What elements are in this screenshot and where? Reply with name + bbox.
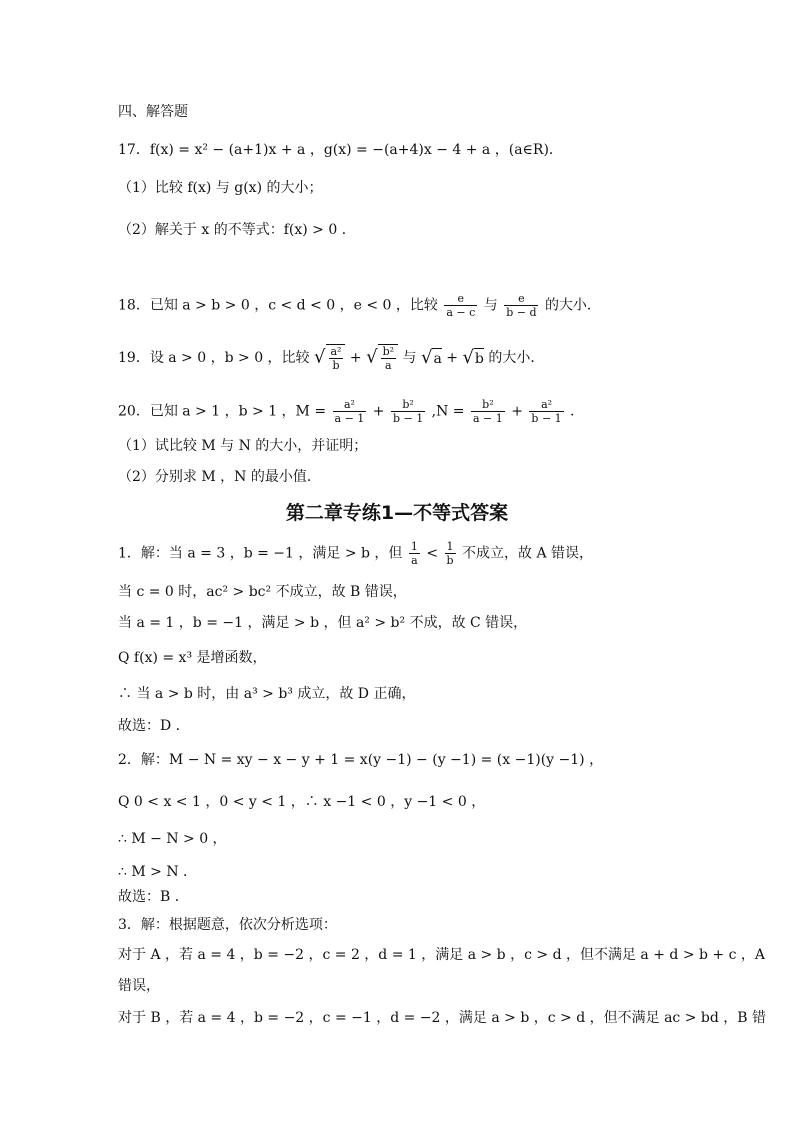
- a2-line2: Q 0 < x < 1 ，0 < y < 1 ，∴ x −1 < 0 ，y −1 < 0 ，: [118, 794, 486, 810]
- q19-rad2-num: b²: [382, 345, 395, 358]
- q20-prefix: 20．已知 a > 1 ，b > 1 ，M =: [118, 403, 327, 420]
- a1-f1-num: 1: [410, 540, 418, 553]
- q19-mid: 与: [402, 350, 417, 366]
- q17-part2: （2）解关于 x 的不等式：f(x) > 0 ．: [118, 222, 356, 238]
- sqrt-symbol: √: [366, 346, 378, 368]
- a2-line5: 故选：B ．: [118, 889, 189, 905]
- a1-frac-2: [445, 540, 456, 567]
- a1-f1-den: a: [411, 554, 418, 567]
- a1-line3: 当 a = 1 ，b = −1 ，满足 > b ，但 a² > b² 不成，故 C 错误，: [118, 615, 528, 631]
- q19-line: [118, 344, 684, 372]
- q18-mid: 与: [483, 297, 498, 314]
- a1-line6: 故选：D ．: [118, 718, 190, 734]
- q19-plus: +: [349, 350, 362, 366]
- q19-rhs-b: b: [474, 348, 484, 369]
- a1-line1: [118, 540, 684, 567]
- a1-line4: Q f(x) = x³ 是增函数，: [118, 650, 267, 666]
- q18-fraction-2: [504, 292, 538, 319]
- q19-rad1-num: a²: [330, 345, 342, 358]
- q20-m-frac2: [391, 398, 425, 425]
- q20-n1-den: a − 1: [473, 412, 503, 425]
- q20-n1-num: b²: [471, 398, 505, 412]
- q20-m1-num: a²: [333, 398, 367, 412]
- q20-n-frac2: [529, 398, 563, 425]
- q17-stem: 17．f(x) = x² − (a+1)x + a ，g(x) = −(a+4)x − 4 + a ，(a∈R)．: [118, 142, 563, 158]
- a1-frac-1: [409, 540, 420, 567]
- q19-rad2-den: a: [385, 359, 392, 372]
- sqrt-symbol: √: [314, 346, 326, 368]
- q20-m2-num: b²: [391, 398, 425, 412]
- q18-frac1-num: e: [444, 292, 477, 306]
- a1-lt: <: [426, 545, 439, 562]
- q19-rhs-a: a: [432, 348, 441, 369]
- q20-n2-num: a²: [529, 398, 563, 412]
- a3-line2: 对于 A ，若 a = 4 ，b = −2 ，c = 2 ，d = 1 ，满足 a > b ，c > d ，但不满足 a + d > b + c ，A: [118, 947, 765, 963]
- a1-f2-num: 1: [445, 540, 456, 554]
- q19-rad1-frac: [329, 345, 344, 372]
- q20-n2-den: b − 1: [531, 412, 562, 425]
- q18-fraction-1: [444, 292, 477, 319]
- q20-end: ．: [570, 403, 585, 420]
- q19-radical-1: [314, 344, 345, 372]
- q19-rad1-den: b: [332, 359, 340, 372]
- a3-line3: 错误，: [118, 978, 160, 994]
- sqrt-symbol: √: [420, 346, 433, 368]
- a3-line4: 对于 B ，若 a = 4 ，b = −2 ，c = −1 ，d = −2 ，满足 a > b ，c > d ，但不满足 ac > bd ，B 错: [118, 1010, 766, 1026]
- q18-frac2-num: e: [504, 292, 538, 306]
- a1-line5: ∴ 当 a > b 时，由 a³ > b³ 成立，故 D 正确，: [118, 686, 416, 702]
- q19-sqrt-b: [462, 348, 483, 369]
- a2-line1: 2．解：M − N = xy − x − y + 1 = x(y −1) − (y −1) = (x −1)(y −1) ，: [118, 752, 604, 768]
- a2-line4: ∴ M > N ．: [118, 864, 198, 880]
- q20-plus-2: +: [511, 403, 523, 420]
- q19-sqrt-a: [421, 348, 442, 369]
- q19-rad2-frac: [381, 345, 396, 372]
- q20-plus-1: +: [372, 403, 385, 420]
- q17-part1: （1）比较 f(x) 与 g(x) 的大小；: [118, 180, 323, 196]
- q18-prefix: 18．已知 a > b > 0 ，c < d < 0 ，e < 0 ，比较: [118, 297, 438, 314]
- a1-f2-den: b: [446, 554, 454, 567]
- q18-line: [118, 292, 684, 319]
- q20-m1-den: a − 1: [334, 412, 365, 425]
- a3-line1: 3．解：根据题意，依次分析选项：: [118, 917, 337, 933]
- q19-radical-2: [366, 344, 398, 372]
- q20-n-frac1: [471, 398, 505, 425]
- a1-l1-suffix: 不成立，故 A 错误，: [462, 545, 594, 562]
- q20-part2: （2）分别求 M ，N 的最小值．: [118, 469, 321, 485]
- q18-suffix: 的大小．: [544, 297, 601, 314]
- q18-frac1-den: a − c: [446, 306, 476, 319]
- q19-prefix: 19．设 a > 0 ，b > 0 ，比较: [118, 350, 310, 366]
- sqrt-symbol: √: [462, 346, 474, 368]
- a1-line2: 当 c = 0 时，ac² > bc² 不成立，故 B 错误，: [118, 584, 407, 600]
- q20-m-frac1: [333, 398, 367, 425]
- q20-line: [118, 398, 684, 425]
- q18-frac2-den: b − d: [506, 306, 537, 319]
- q20-m2-den: b − 1: [392, 412, 424, 425]
- q19-suffix: 的大小．: [488, 350, 545, 366]
- section-heading: 四、解答题: [118, 104, 188, 120]
- q20-n-label: ,N =: [431, 403, 465, 420]
- answer-title: 第二章专练1—不等式答案: [285, 502, 509, 524]
- q20-part1: （1）试比较 M 与 N 的大小，并证明；: [118, 438, 368, 454]
- a2-line3: ∴ M − N > 0 ，: [118, 831, 227, 847]
- a1-l1-prefix: 1．解：当 a = 3 ，b = −1 ，满足 > b ，但: [118, 545, 403, 562]
- q19-plus-2: +: [446, 350, 458, 366]
